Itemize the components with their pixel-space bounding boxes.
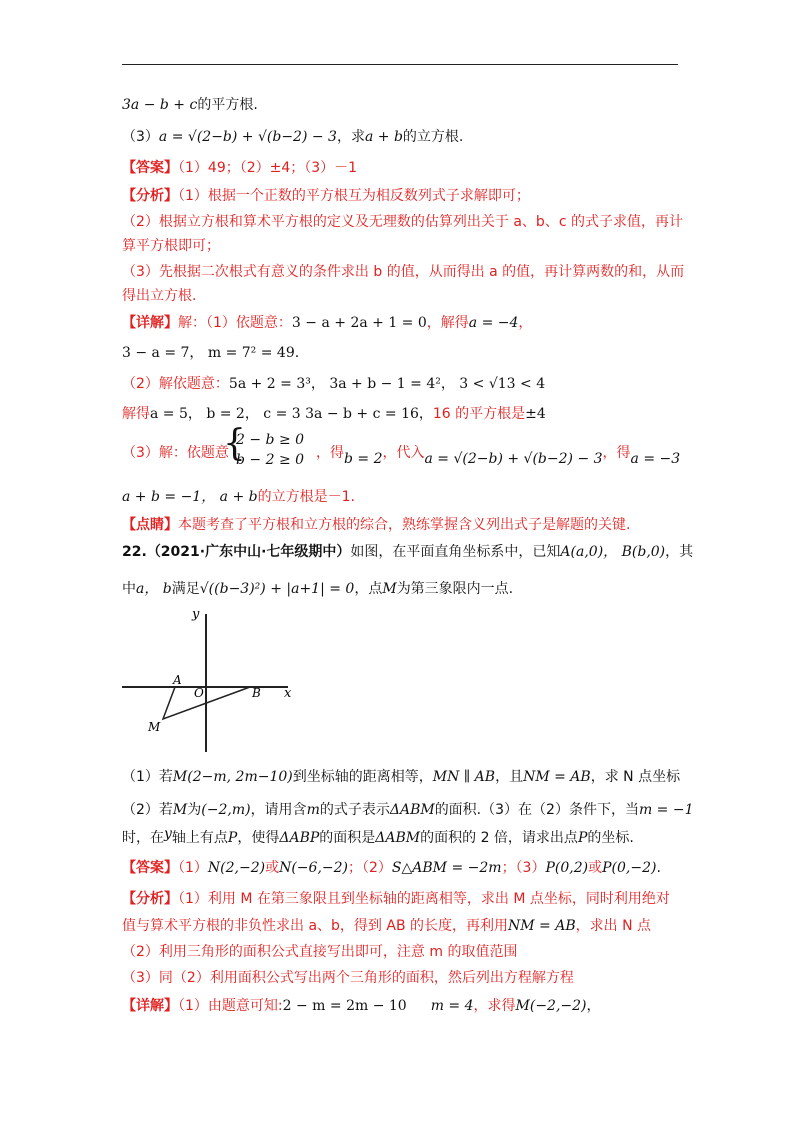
- text-run: 轴上有点: [171, 830, 228, 846]
- text-run: 满足: [171, 581, 200, 597]
- analysis-line: （2）利用三角形的面积公式直接写出即可，注意 m 的取值范围: [122, 944, 518, 960]
- question-line: [122, 543, 693, 561]
- remark-line: [122, 516, 630, 534]
- text-run: ，求: [336, 129, 365, 145]
- text-run: ；（3）: [501, 860, 546, 876]
- math-expr: P: [577, 830, 588, 846]
- text-run: ；（2）: [348, 860, 392, 876]
- text-run: ，点: [354, 581, 383, 597]
- text-run: ，得: [316, 445, 344, 461]
- question-source: （2021·广东中山·七年级期中）: [146, 544, 351, 560]
- question-line: [122, 801, 694, 819]
- text-run: ，求出 N 点: [575, 918, 651, 934]
- math-expr: M(−2,−2): [515, 998, 587, 1014]
- text-run: 的面积.（3）在（2）条件下，当: [434, 802, 639, 818]
- label-x: x: [284, 686, 292, 701]
- math-expr: M: [172, 802, 188, 818]
- analysis-line: （3）同（2）利用面积公式写出两个三角形的面积，然后列出方程解方程: [122, 970, 574, 986]
- analysis-line: （3）先根据二次根式有意义的条件求出 b 的值，从而得出 a 的值，再计算两数的和，从而: [122, 264, 685, 280]
- math-expr: S△ABM = −2m: [391, 860, 502, 876]
- math-expr: a = −3: [630, 451, 681, 467]
- text-run: 解得: [122, 406, 150, 422]
- text-run: 中: [122, 581, 136, 597]
- analysis-line: （2）根据立方根和算术平方根的定义及无理数的估算列出关于 a、b、c 的式子求值，再计: [122, 214, 683, 230]
- text-run: 的式子表示: [319, 802, 390, 818]
- text-run: 的平方根.: [197, 97, 258, 113]
- system-row: b − 2 ≥ 0: [236, 452, 305, 468]
- math-expr: 5a + 2 = 3³， 3a + b − 1 = 4²， 3 < √13 < 4: [228, 376, 546, 392]
- math-expr: 2 − m = 2m − 10: [282, 998, 407, 1014]
- text-run: （1）: [178, 860, 208, 876]
- text-line: [122, 96, 258, 114]
- math-expr: N(2,−2): [207, 860, 266, 876]
- math-expr: ΔABP: [279, 830, 320, 846]
- math-expr: NM = AB: [508, 918, 576, 934]
- detail-line: [122, 997, 601, 1015]
- math-expr: A(a,0)， B(b,0): [560, 544, 666, 560]
- math-expr: m: [306, 802, 320, 818]
- text-run: 到坐标轴的距离相等，: [292, 769, 433, 785]
- math-expr: a + b = −1， a + b: [122, 489, 258, 505]
- text-run: （3）解：依题意: [122, 445, 229, 461]
- analysis-line: 算平方根即可；: [122, 238, 220, 254]
- analysis-line: [122, 890, 670, 908]
- label-a: A: [173, 673, 182, 687]
- text-run: ，请用含: [250, 802, 307, 818]
- math-expr: N(−6,−2): [279, 860, 348, 876]
- text-run: 为第三象限内一点.: [396, 581, 514, 597]
- text-run: ，使得: [237, 830, 280, 846]
- math-expr: ΔABM: [375, 830, 421, 846]
- text-run: ，得: [602, 445, 631, 461]
- text-run: 解：（1）依题意：: [178, 315, 292, 331]
- math-expr: MN ∥ AB: [432, 769, 496, 785]
- text-run: .: [656, 860, 661, 876]
- remark-text: 本题考查了平方根和立方根的综合，熟练掌握含义列出式子是解题的关键.: [178, 517, 631, 533]
- math-expr: P(0,2): [545, 860, 589, 876]
- question-number: 22.: [122, 544, 147, 560]
- math-expr: a = √(2−b) + √(b−2) − 3: [424, 451, 603, 467]
- answer-tag: 【答案】: [122, 860, 178, 876]
- question-line: [122, 580, 513, 598]
- question-line: [122, 826, 634, 847]
- math-expr: a = 5， b = 2， c = 3 3a − b + c = 16，: [150, 406, 433, 422]
- math-expr: (−2,m): [201, 802, 251, 818]
- text-run: ，求 N 点坐标: [590, 769, 681, 785]
- analysis-line: 得出立方根.: [122, 288, 197, 304]
- text-run: 16 的平方根是: [432, 406, 526, 422]
- label-o: O: [194, 686, 204, 700]
- detail-tag: 【详解】: [122, 998, 178, 1014]
- math-expr: a = −4: [468, 315, 519, 331]
- detail-line: [122, 444, 229, 462]
- header-rule: [122, 64, 678, 65]
- math-expr: 3 − a + 2a + 1 = 0: [291, 315, 427, 331]
- analysis-line: [122, 187, 530, 205]
- text-run: 或: [265, 860, 280, 876]
- detail-line: [122, 375, 545, 393]
- label-m: M: [148, 720, 161, 734]
- text-run: ，其: [665, 544, 694, 560]
- text-run: ，: [586, 998, 601, 1014]
- text-run: 的立方根是－1.: [257, 489, 355, 505]
- answer-text: （1）49；（2）±4；（3）－1: [178, 160, 358, 176]
- label-y: y: [192, 607, 200, 622]
- math-expr: m = −1: [638, 802, 694, 818]
- text-run: 为: [187, 802, 202, 818]
- detail-line: 3 − a = 7， m = 7² = 49.: [122, 345, 300, 361]
- text-run: 的坐标.: [587, 830, 634, 846]
- math-expr: a， b: [136, 581, 172, 597]
- text-run: （2）若: [122, 802, 173, 818]
- answer-tag: 【答案】: [122, 160, 178, 176]
- math-expr: M(2−m, 2m−10): [172, 769, 293, 785]
- answer-line: [122, 159, 357, 177]
- math-expr: a + b: [364, 129, 403, 145]
- detail-tag: 【详解】: [122, 315, 178, 331]
- remark-tag: 【点睛】: [122, 517, 178, 533]
- math-expr: P(0,−2): [602, 860, 657, 876]
- text-run: （2）解依题意：: [122, 376, 229, 392]
- text-run: ，且: [495, 769, 524, 785]
- question-line: [122, 768, 680, 786]
- text-run: ，求得: [473, 998, 516, 1014]
- math-expr: P: [227, 830, 238, 846]
- math-expr: NM = AB: [523, 769, 591, 785]
- detail-line: [122, 405, 546, 423]
- text-run: 的立方根.: [402, 129, 464, 145]
- text-run: 值与算术平方根的非负性求出 a、b，得到 AB 的长度，再利用: [122, 918, 508, 934]
- detail-line: [316, 444, 681, 467]
- math-expr: m = 4: [430, 998, 474, 1014]
- analysis-tag: 【分析】: [122, 188, 178, 204]
- text-run: 或: [588, 860, 603, 876]
- system-row: 2 − b ≥ 0: [236, 432, 305, 448]
- text-run: （1）由题意可知:: [178, 998, 283, 1014]
- detail-line: [122, 488, 355, 506]
- answer-line: [122, 859, 661, 877]
- math-expr: y: [164, 826, 172, 842]
- system-brace: {: [223, 423, 246, 464]
- text-run: 时，在: [122, 830, 164, 846]
- detail-line: [122, 314, 532, 332]
- analysis-text: （1）根据一个正数的平方根互为相反数列式子求解即可；: [178, 188, 530, 204]
- math-expr: a = √(2−b) + √(b−2) − 3: [158, 129, 337, 145]
- math-expr: √((b−3)²) + |a+1| = 0: [199, 581, 355, 597]
- text-run: （1）若: [122, 769, 173, 785]
- analysis-text: （1）利用 M 在第三象限且到坐标轴的距离相等，求出 M 点坐标，同时利用绝对: [178, 891, 670, 907]
- math-expr: 3a − b + c: [122, 97, 198, 113]
- math-expr: M: [382, 581, 397, 597]
- text-run: 的面积的 2 倍，请求出点: [420, 830, 578, 846]
- coordinate-figure: [118, 600, 308, 760]
- text-run: ，代入: [382, 445, 425, 461]
- analysis-tag: 【分析】: [122, 891, 178, 907]
- text-run: 如图，在平面直角坐标系中，已知: [350, 544, 561, 560]
- math-expr: ΔABM: [389, 802, 435, 818]
- text-run: ，解得: [426, 315, 469, 331]
- math-expr: b = 2: [344, 451, 383, 467]
- text-run: 的面积是: [319, 830, 376, 846]
- math-expr: ±4: [525, 406, 546, 422]
- text-run: （3）: [122, 129, 159, 145]
- text-run: ，: [518, 315, 533, 331]
- text-line: [122, 128, 463, 146]
- analysis-line: [122, 917, 651, 935]
- label-b: B: [252, 686, 261, 700]
